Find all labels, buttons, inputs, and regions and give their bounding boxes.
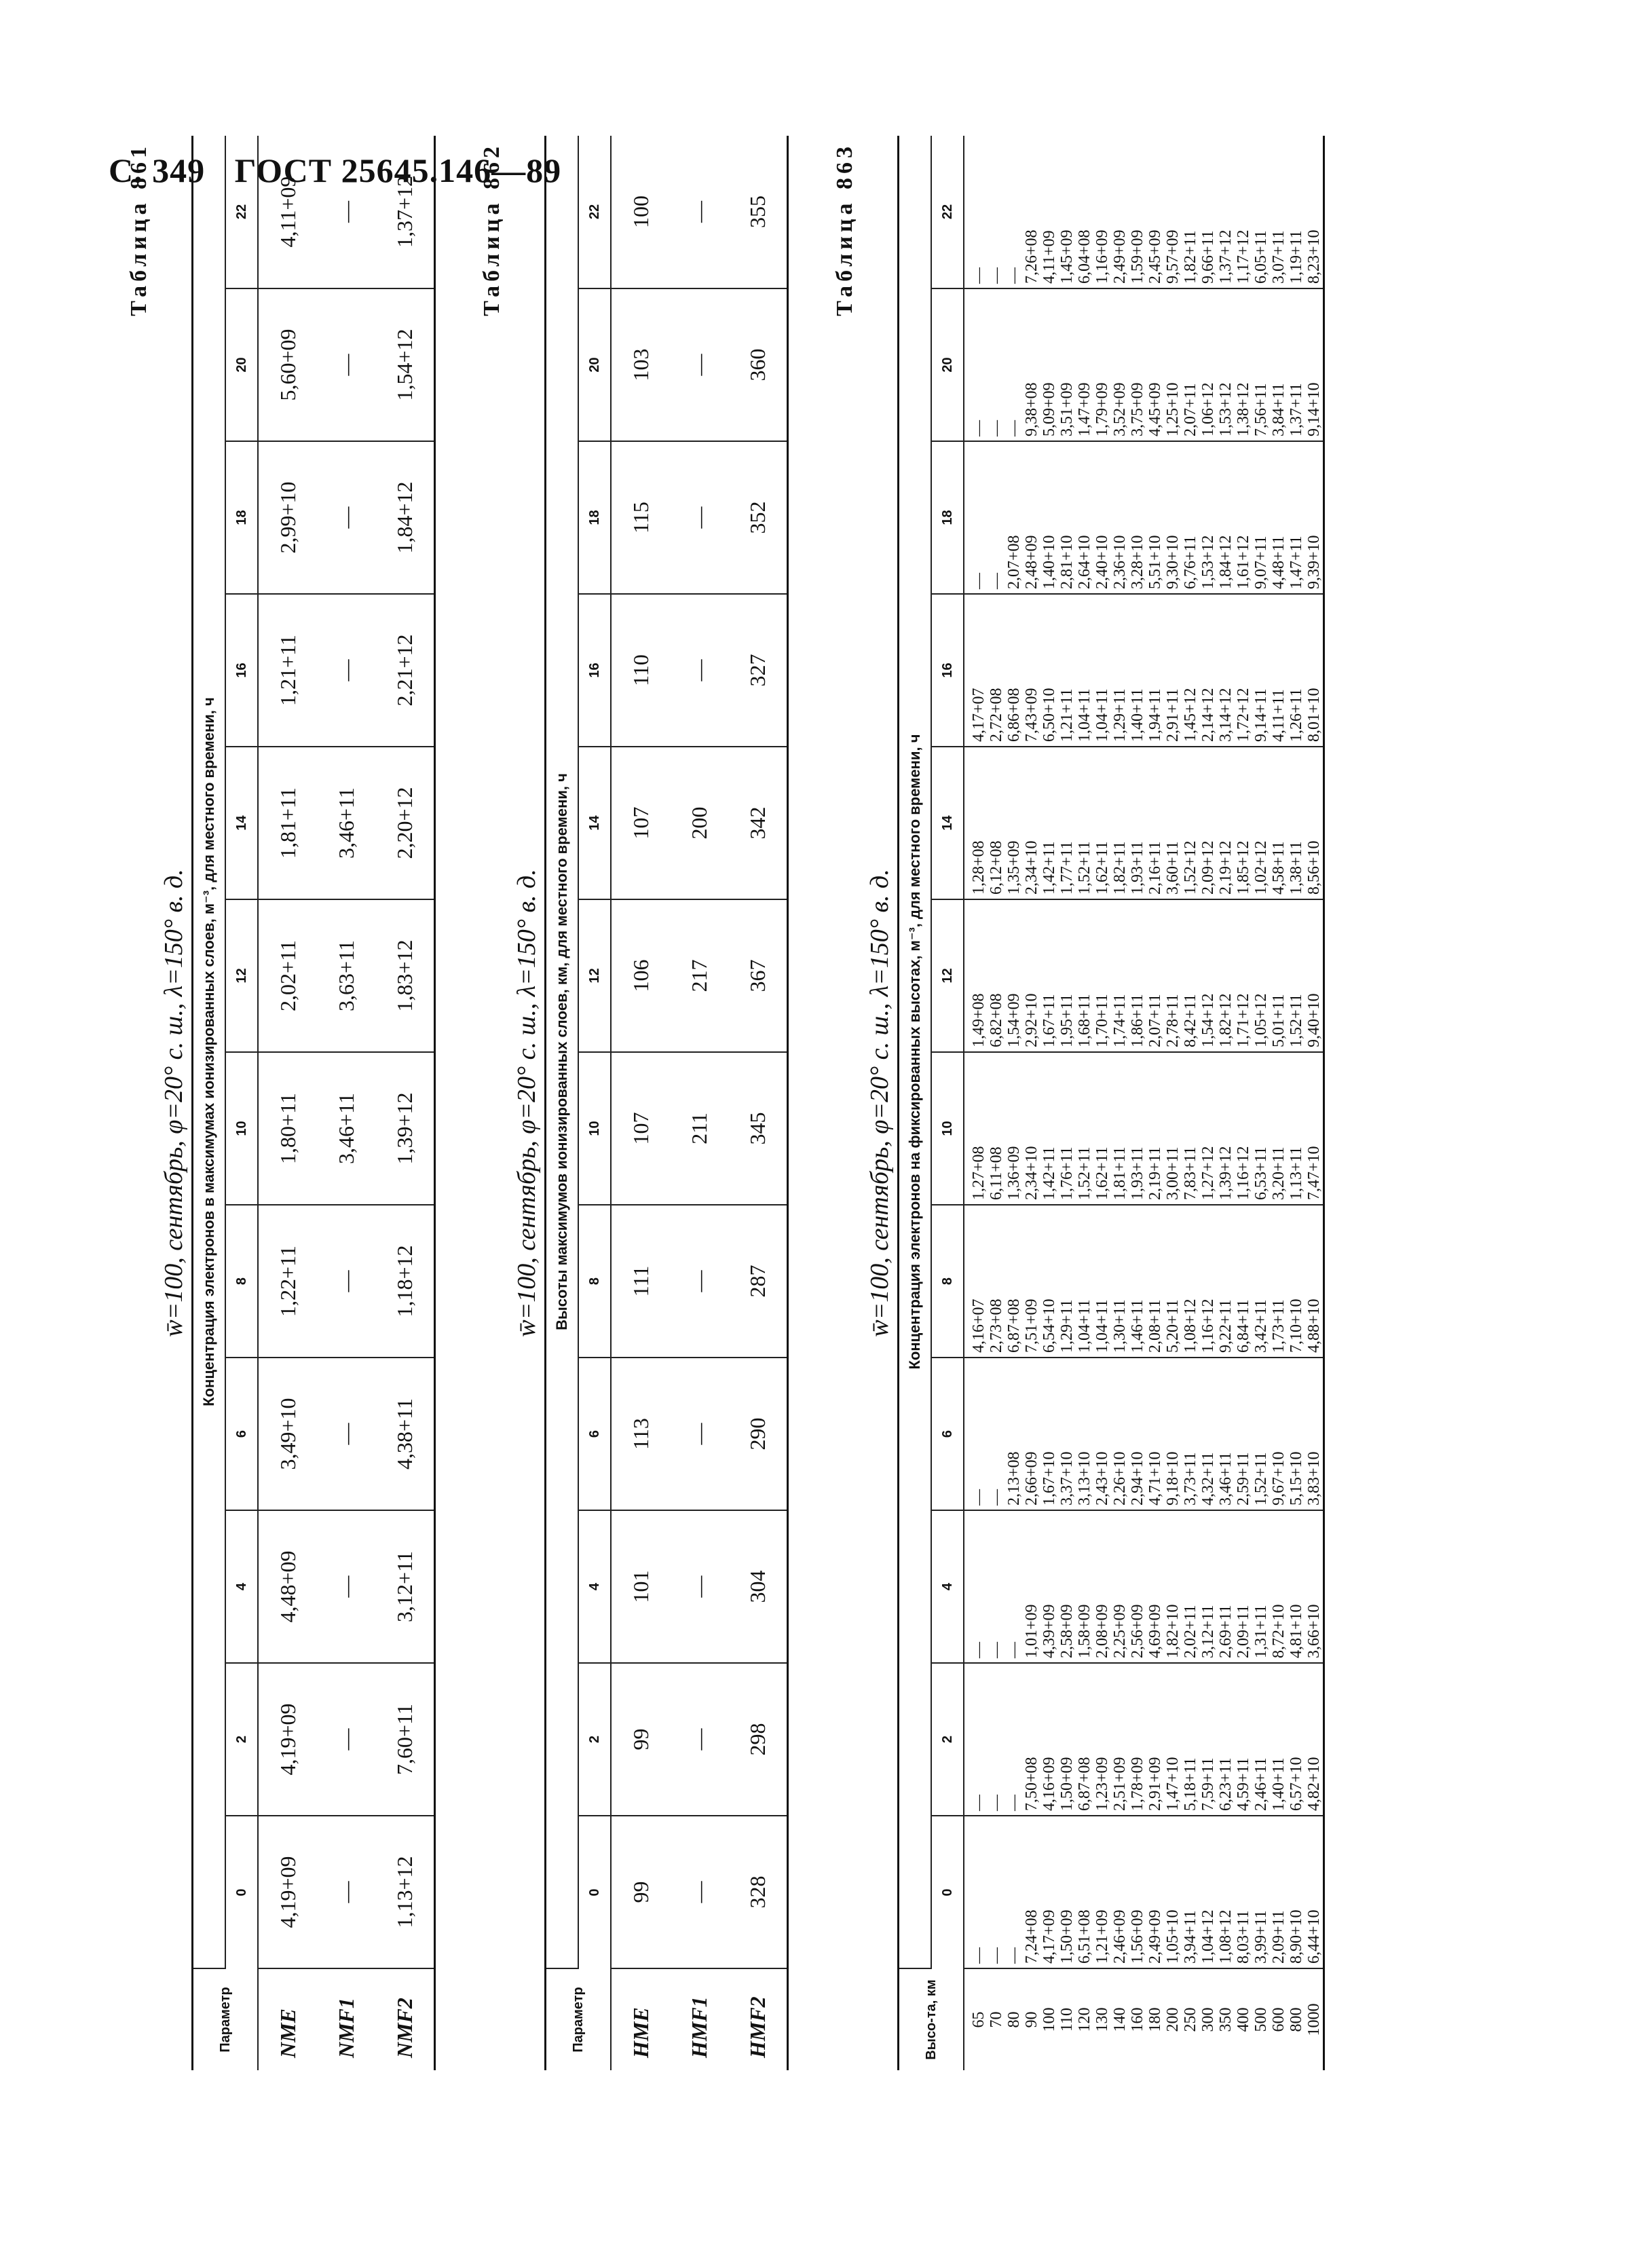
table-863 xyxy=(897,136,1325,2070)
table-cell: 1,21+11 xyxy=(258,594,317,747)
row-label: NME xyxy=(275,2008,300,2058)
table-862 xyxy=(544,136,789,2070)
table-cell: — xyxy=(317,594,375,747)
col-header: 12 xyxy=(931,899,964,1052)
table-cell: 1,81+11 xyxy=(258,747,317,899)
row-label: NMF1 xyxy=(333,1998,358,2058)
col-header: 2 xyxy=(931,1663,964,1816)
row-label: HMF1 xyxy=(686,1996,711,2058)
column-values: — — 2,13+08 2,66+09 1,67+10 3,37+10 3,13+10 2,43+10 2,26+10 2,94+10 4,71+10 9,18+10 3,73+11 4,32+11 3,46+11 2,59+11 1,52+11 9,67+10 5,15+10 3,83+10 xyxy=(964,1358,1324,1510)
table-cell: — xyxy=(670,136,728,288)
table-cell: 1,54+12 xyxy=(375,288,435,441)
col-header: 0 xyxy=(578,1816,611,1968)
table-cell: 1,18+12 xyxy=(375,1205,435,1358)
col-header: 8 xyxy=(931,1205,964,1358)
col-header: 8 xyxy=(225,1205,258,1358)
table-cell: 4,11+09 xyxy=(258,136,317,288)
table-cell: 1,13+12 xyxy=(375,1816,435,1968)
table-cell: — xyxy=(317,1205,375,1358)
group-header: Высоты максимумов ионизированных слоев, км, для местного времени, ч xyxy=(546,136,579,1968)
table-cell: 298 xyxy=(728,1663,788,1816)
column-values: 1,27+08 6,11+08 1,36+09 2,34+10 1,42+11 1,76+11 1,52+11 1,62+11 1,81+11 1,93+11 2,19+11 3,00+11 7,83+11 1,27+12 1,39+12 1,16+12 6,53+11 3,20+11 1,13+11 7,47+10 xyxy=(964,1052,1324,1205)
height-list: 65 70 80 90 100 110 120 130 140 160 180 200 250 300 350 400 500 600 800 1000 xyxy=(964,1968,1324,2070)
table-cell: — xyxy=(317,1816,375,1968)
page-number: С. 349 xyxy=(109,151,206,189)
table-cell: 4,19+09 xyxy=(258,1816,317,1968)
table-cell: — xyxy=(317,288,375,441)
row-label: HME xyxy=(628,2007,653,2058)
table-cell: 287 xyxy=(728,1205,788,1358)
table-cell: 115 xyxy=(611,441,670,594)
table-cell: 4,19+09 xyxy=(258,1663,317,1816)
table-cell: 107 xyxy=(611,1052,670,1205)
table-row xyxy=(258,136,317,2070)
table-cell: 1,83+12 xyxy=(375,899,435,1052)
col-header: 22 xyxy=(931,136,964,288)
col-header: 2 xyxy=(578,1663,611,1816)
standard-number: ГОСТ 25645.146—89 xyxy=(234,151,562,189)
height-header: Высо-та, км xyxy=(899,1968,964,2070)
col-header: 18 xyxy=(225,441,258,594)
table-cell: 111 xyxy=(611,1205,670,1358)
table-row xyxy=(611,136,670,2070)
table-cell: 113 xyxy=(611,1358,670,1510)
table-row xyxy=(375,136,435,2070)
col-header: 6 xyxy=(578,1358,611,1510)
table-cell: 1,39+12 xyxy=(375,1052,435,1205)
table-caption: Таблица 862 xyxy=(479,143,504,316)
table-row xyxy=(728,136,788,2070)
table-cell: 3,49+10 xyxy=(258,1358,317,1510)
column-values: 4,16+07 2,73+08 6,87+08 7,51+09 6,54+10 1,29+11 1,04+11 1,04+11 1,30+11 1,46+11 2,08+11 5,20+11 1,08+12 1,16+12 9,22+11 6,84+11 3,42+11 1,73+11 7,10+10 4,88+10 xyxy=(964,1205,1324,1358)
table-cell: 352 xyxy=(728,441,788,594)
table-cell: — xyxy=(670,1816,728,1968)
col-header: 10 xyxy=(225,1052,258,1205)
col-header: 16 xyxy=(578,594,611,747)
table-cell: 4,38+11 xyxy=(375,1358,435,1510)
col-header: 20 xyxy=(578,288,611,441)
table-cell: 101 xyxy=(611,1510,670,1663)
table-cell: — xyxy=(317,136,375,288)
group-header: Концентрация электронов на фиксированных высотах, м⁻³, для местного времени, ч xyxy=(899,136,932,1968)
table-title: w̄=100, сентябрь, φ=20° с. ш., λ=150° в. д. xyxy=(159,869,188,1337)
table-cell: 2,20+12 xyxy=(375,747,435,899)
col-header: 20 xyxy=(225,288,258,441)
table-cell: 1,37+12 xyxy=(375,136,435,288)
col-header: 22 xyxy=(578,136,611,288)
table-861-block xyxy=(122,136,436,2070)
col-header: 16 xyxy=(931,594,964,747)
col-header: 10 xyxy=(578,1052,611,1205)
col-header: 0 xyxy=(225,1816,258,1968)
table-863-block xyxy=(828,136,1325,2070)
table-cell: — xyxy=(317,1510,375,1663)
col-header: 12 xyxy=(578,899,611,1052)
table-title: w̄=100, сентябрь, φ=20° с. ш., λ=150° в. д. xyxy=(512,869,541,1337)
table-cell: 290 xyxy=(728,1358,788,1510)
table-cell: — xyxy=(317,1663,375,1816)
table-cell: — xyxy=(670,1663,728,1816)
table-cell: 200 xyxy=(670,747,728,899)
table-cell: 106 xyxy=(611,899,670,1052)
col-header: 14 xyxy=(578,747,611,899)
row-label: NMF2 xyxy=(375,1968,435,2070)
column-values: 4,17+07 2,72+08 6,86+08 7,43+09 6,50+10 1,21+11 1,04+11 1,04+11 1,29+11 1,40+11 1,94+11 2,91+11 1,45+12 2,14+12 3,14+12 1,72+12 9,14+11 4,11+11 1,26+11 8,01+10 xyxy=(964,594,1324,747)
table-row xyxy=(964,136,1324,2070)
table-cell: 100 xyxy=(611,136,670,288)
row-label: HMF2 xyxy=(728,1968,788,2070)
table-caption: Таблица 861 xyxy=(126,143,151,316)
col-header: 8 xyxy=(578,1205,611,1358)
col-header: 18 xyxy=(578,441,611,594)
table-cell: 4,48+09 xyxy=(258,1510,317,1663)
table-cell: — xyxy=(670,1510,728,1663)
col-header: 10 xyxy=(931,1052,964,1205)
col-header: 4 xyxy=(225,1510,258,1663)
table-title: w̄=100, сентябрь, φ=20° с. ш., λ=150° в. д. xyxy=(865,869,894,1337)
table-cell: 2,99+10 xyxy=(258,441,317,594)
table-cell: 3,46+11 xyxy=(317,747,375,899)
table-cell: 99 xyxy=(611,1816,670,1968)
table-862-block xyxy=(475,136,789,2070)
table-cell: 107 xyxy=(611,747,670,899)
col-header: 14 xyxy=(225,747,258,899)
col-header: 14 xyxy=(931,747,964,899)
table-cell: — xyxy=(317,1358,375,1510)
table-cell: — xyxy=(670,1205,728,1358)
col-header: 4 xyxy=(578,1510,611,1663)
table-cell: 345 xyxy=(728,1052,788,1205)
param-header: Параметр xyxy=(193,1968,259,2070)
col-header: 20 xyxy=(931,288,964,441)
table-cell: 342 xyxy=(728,747,788,899)
table-row xyxy=(317,136,375,2070)
col-header: 22 xyxy=(225,136,258,288)
table-caption: Таблица 863 xyxy=(832,143,857,316)
table-cell: 2,21+12 xyxy=(375,594,435,747)
column-values: — — — 7,24+08 4,17+09 1,50+09 6,51+08 1,21+09 2,46+09 1,56+09 2,49+09 1,05+10 3,94+11 1,04+12 1,08+12 8,03+11 3,99+11 2,09+11 8,90+10 6,44+10 xyxy=(964,1816,1324,1968)
table-cell: 7,60+11 xyxy=(375,1663,435,1816)
table-cell: — xyxy=(670,441,728,594)
table-cell: 2,02+11 xyxy=(258,899,317,1052)
table-861 xyxy=(191,136,436,2070)
table-cell: — xyxy=(670,1358,728,1510)
table-cell: 327 xyxy=(728,594,788,747)
table-cell: 5,60+09 xyxy=(258,288,317,441)
table-cell: 103 xyxy=(611,288,670,441)
table-cell: 367 xyxy=(728,899,788,1052)
table-cell: 1,84+12 xyxy=(375,441,435,594)
param-header: Параметр xyxy=(546,1968,612,2070)
col-header: 0 xyxy=(931,1816,964,1968)
table-cell: 1,22+11 xyxy=(258,1205,317,1358)
column-values: — — — 1,01+09 4,39+09 2,58+09 1,58+09 2,08+09 2,25+09 2,56+09 4,69+09 1,82+10 2,02+11 3,12+11 2,69+11 2,09+11 1,31+11 8,72+10 4,81+10 3,66+10 xyxy=(964,1510,1324,1663)
col-header: 12 xyxy=(225,899,258,1052)
table-row xyxy=(670,136,728,2070)
table-cell: 355 xyxy=(728,136,788,288)
column-values: — — — 9,38+08 5,09+09 3,51+09 1,47+09 1,79+09 3,52+09 3,75+09 4,45+09 1,25+10 2,07+11 1,06+12 1,53+12 1,38+12 7,56+11 3,84+11 1,37+11 9,14+10 xyxy=(964,288,1324,441)
col-header: 2 xyxy=(225,1663,258,1816)
column-values: — — — 7,50+08 4,16+09 1,50+09 6,87+08 1,23+09 2,51+09 1,78+09 2,91+09 1,47+10 5,18+11 7,59+11 6,23+11 4,59+11 2,46+11 1,40+11 6,57+10 4,82+10 xyxy=(964,1663,1324,1816)
table-cell: 211 xyxy=(670,1052,728,1205)
col-header: 6 xyxy=(931,1358,964,1510)
table-cell: 328 xyxy=(728,1816,788,1968)
table-cell: 1,80+11 xyxy=(258,1052,317,1205)
col-header: 18 xyxy=(931,441,964,594)
column-values: — — — 7,26+08 4,11+09 1,45+09 6,04+08 1,16+09 2,49+09 1,59+09 2,45+09 9,57+09 1,82+11 9,66+11 1,37+12 1,17+12 6,05+11 3,07+11 1,19+11 8,23+10 xyxy=(964,136,1324,288)
table-cell: 3,12+11 xyxy=(375,1510,435,1663)
rotated-content xyxy=(122,34,1547,2070)
table-cell: 360 xyxy=(728,288,788,441)
table-cell: — xyxy=(317,441,375,594)
table-cell: — xyxy=(670,288,728,441)
table-cell: 3,63+11 xyxy=(317,899,375,1052)
col-header: 16 xyxy=(225,594,258,747)
table-cell: 217 xyxy=(670,899,728,1052)
col-header: 6 xyxy=(225,1358,258,1510)
table-cell: — xyxy=(670,594,728,747)
column-values: — — 2,07+08 2,48+09 1,40+10 2,81+10 2,64+10 2,40+10 2,36+10 3,28+10 5,51+10 9,30+10 6,76+11 1,53+12 1,84+12 1,61+12 9,07+11 4,48+11 1,47+11 9,39+10 xyxy=(964,441,1324,594)
table-cell: 3,46+11 xyxy=(317,1052,375,1205)
col-header: 4 xyxy=(931,1510,964,1663)
column-values: 1,28+08 6,12+08 1,35+09 2,34+10 1,42+11 1,77+11 1,52+11 1,62+11 1,82+11 1,93+11 2,16+11 3,60+11 1,52+12 2,09+12 2,19+12 1,85+12 1,02+12 4,58+11 1,38+11 8,56+10 xyxy=(964,747,1324,899)
table-cell: 304 xyxy=(728,1510,788,1663)
table-cell: 99 xyxy=(611,1663,670,1816)
table-cell: 110 xyxy=(611,594,670,747)
group-header: Концентрация электронов в максимумах ионизированных слоев, м⁻³, для местного времени, ч xyxy=(193,136,226,1968)
column-values: 1,49+08 6,82+08 1,54+09 2,92+10 1,67+11 1,95+11 1,68+11 1,70+11 1,74+11 1,86+11 2,07+11 2,78+11 8,42+11 1,54+12 1,82+12 1,71+12 1,05+12 5,01+11 1,52+11 9,40+10 xyxy=(964,899,1324,1052)
